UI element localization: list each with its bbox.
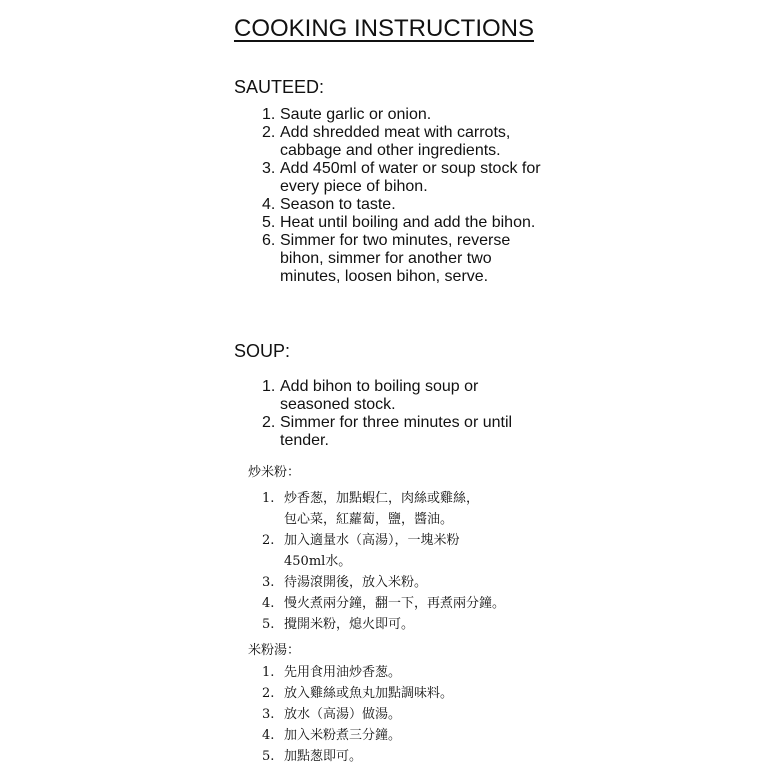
list-item [262, 106, 552, 124]
sauteed-section [234, 76, 554, 286]
step-text: 炒香葱，加點蝦仁，肉絲或雞絲， 包心菜，紅蘿蔔，鹽，醬油。 [284, 491, 480, 527]
sauteed-steps [262, 106, 552, 286]
list-item [262, 124, 552, 160]
step-number: 2. [262, 533, 275, 548]
step-number: 1. [262, 106, 276, 123]
soup-steps [262, 378, 532, 450]
list-item [262, 214, 552, 232]
sauteed-heading: SAUTEED: [234, 77, 325, 97]
list-item [262, 704, 568, 725]
zh-fried-section [248, 464, 568, 635]
step-number: 2. [262, 124, 276, 141]
step-text: 加入米粉煮三分鐘。 [284, 728, 402, 743]
step-text: 放水（高湯）做湯。 [284, 707, 402, 722]
step-text: Heat until boiling and add the bihon. [280, 214, 536, 231]
step-number: 3. [262, 160, 276, 177]
step-number: 1. [262, 378, 276, 395]
step-text: 慢火煮兩分鐘，翻一下，再煮兩分鐘。 [284, 596, 506, 611]
step-number: 2. [262, 686, 275, 701]
step-number: 1. [262, 491, 275, 506]
soup-heading: SOUP: [234, 341, 291, 361]
step-text: 待湯滾開後，放入米粉。 [284, 575, 428, 590]
step-text: 攪開米粉，熄火即可。 [284, 617, 415, 632]
list-item [262, 746, 568, 767]
list-item [262, 196, 552, 214]
zh-soup-steps [262, 662, 568, 767]
step-number: 5. [262, 617, 275, 632]
step-number: 4. [262, 596, 275, 611]
list-item [262, 488, 568, 530]
step-number: 3. [262, 707, 275, 722]
step-text: Simmer for three minutes or until tender. [280, 414, 513, 449]
list-item [262, 160, 552, 196]
step-text: Add 450ml of water or soup stock for every piece of bihon. [280, 160, 541, 195]
step-number: 1. [262, 665, 275, 680]
list-item [262, 662, 568, 683]
list-item [262, 414, 532, 450]
zh-fried-heading: 炒米粉： [248, 465, 301, 480]
list-item [262, 725, 568, 746]
list-item [262, 593, 568, 614]
zh-fried-steps [262, 488, 568, 635]
step-text: 先用食用油炒香葱。 [284, 665, 402, 680]
step-text: Simmer for two minutes, reverse bihon, simmer for another two minutes, loosen bihon, serve. [280, 232, 511, 285]
zh-soup-section [248, 642, 568, 767]
step-text: 放入雞絲或魚丸加點調味料。 [284, 686, 454, 701]
step-text: Add shredded meat with carrots, cabbage and other ingredients. [280, 124, 511, 159]
step-number: 3. [262, 575, 275, 590]
list-item [262, 530, 568, 572]
step-text: 加點葱即可。 [284, 749, 363, 764]
step-number: 4. [262, 196, 276, 213]
list-item [262, 232, 552, 286]
step-text: Saute garlic or onion. [280, 106, 432, 123]
step-number: 2. [262, 414, 276, 431]
list-item [262, 572, 568, 593]
step-number: 4. [262, 728, 275, 743]
step-text: 加入適量水（高湯），一塊米粉 450ml水。 [284, 533, 460, 569]
zh-soup-heading: 米粉湯： [248, 643, 301, 658]
soup-section [234, 340, 554, 450]
page-title: COOKING INSTRUCTIONS [233, 15, 534, 42]
step-text: Season to taste. [280, 196, 396, 213]
step-text: Add bihon to boiling soup or seasoned stock. [280, 378, 479, 413]
step-number: 6. [262, 232, 276, 249]
list-item [262, 683, 568, 704]
step-number: 5. [262, 214, 276, 231]
list-item [262, 614, 568, 635]
step-number: 5. [262, 749, 275, 764]
list-item [262, 378, 532, 414]
